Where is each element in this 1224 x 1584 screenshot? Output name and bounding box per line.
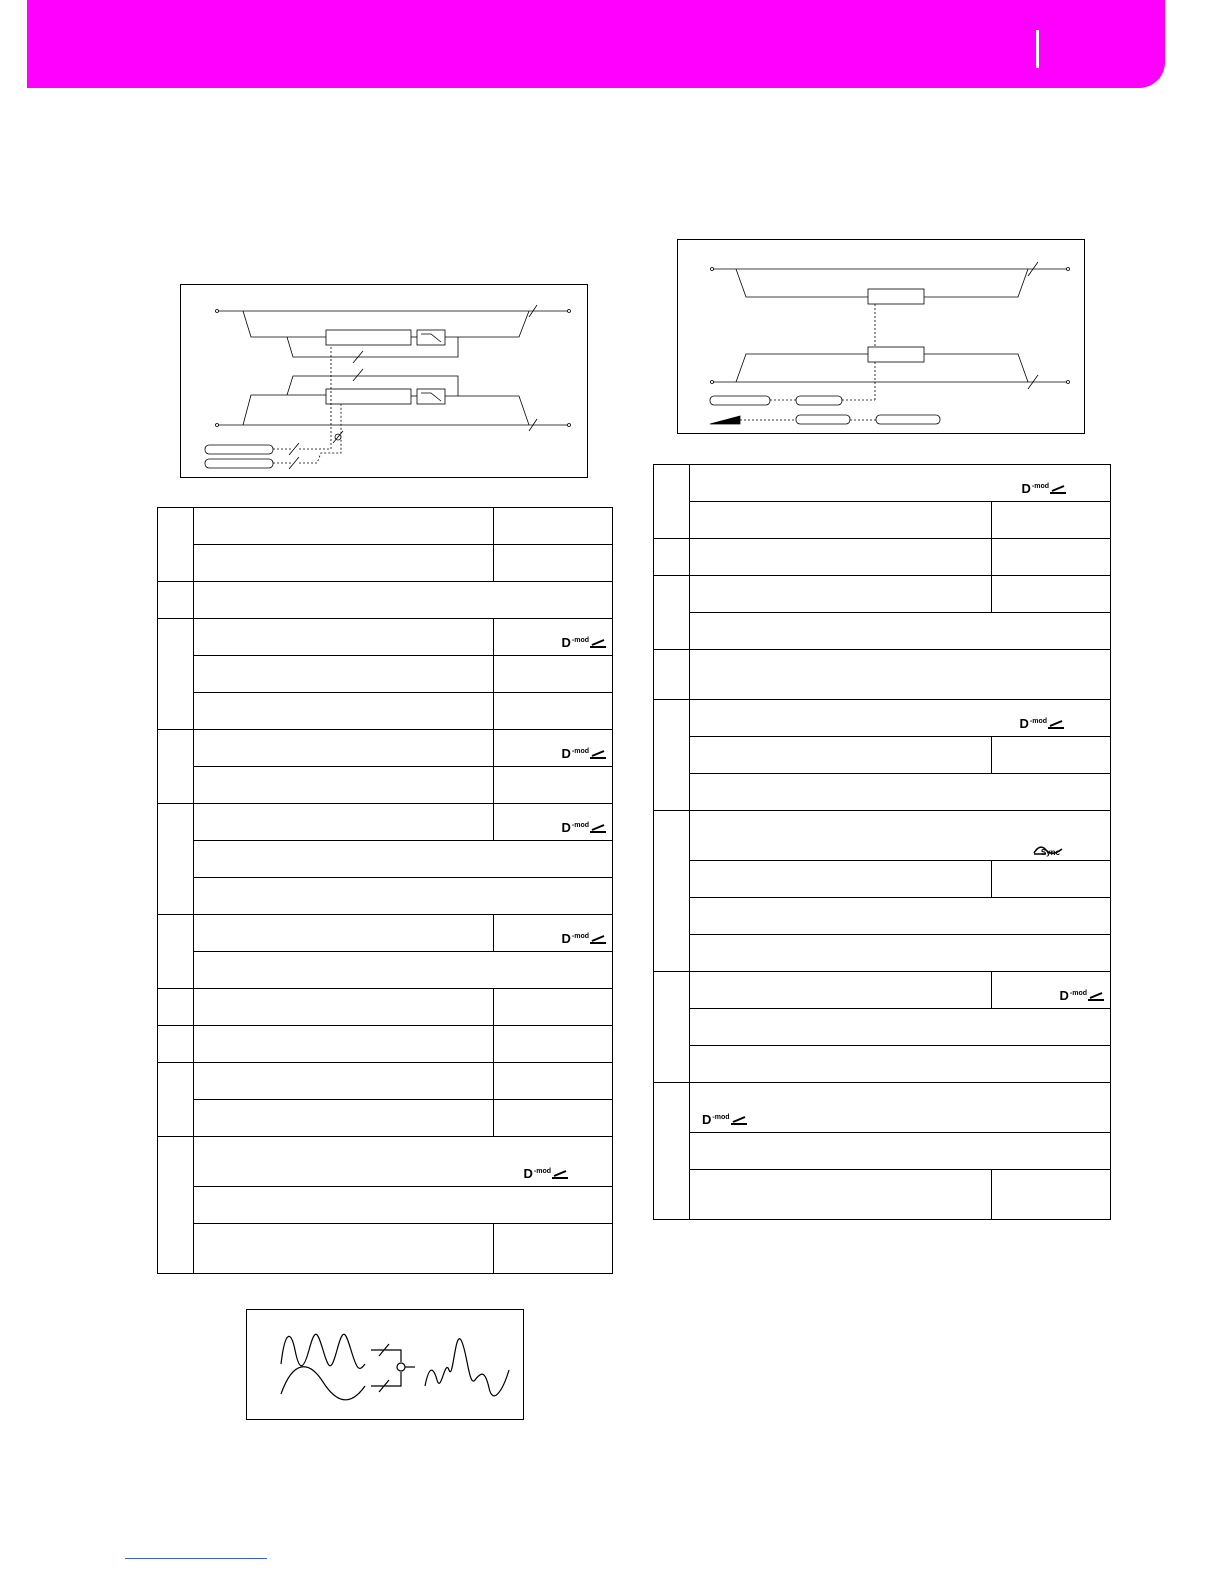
param-value-cell bbox=[494, 989, 613, 1026]
param-value-cell bbox=[494, 656, 613, 693]
dmod-icon: $D^{-mod}$ bbox=[1020, 717, 1065, 733]
param-name-cell bbox=[690, 737, 992, 774]
param-number-cell bbox=[158, 619, 194, 730]
param-value-cell bbox=[992, 539, 1111, 576]
param-desc-cell bbox=[690, 774, 1111, 811]
param-name-cell bbox=[194, 1224, 494, 1274]
param-desc-cell bbox=[194, 1187, 613, 1224]
param-value-cell bbox=[992, 737, 1111, 774]
param-name-cell bbox=[194, 656, 494, 693]
param-number-cell bbox=[158, 1026, 194, 1063]
param-desc-cell bbox=[690, 650, 1111, 700]
param-desc-cell bbox=[690, 465, 1111, 502]
param-number-cell bbox=[654, 576, 690, 650]
param-desc-cell bbox=[194, 1137, 613, 1187]
param-number-cell bbox=[158, 1063, 194, 1137]
param-number-cell bbox=[158, 804, 194, 915]
dmod-icon: $D^{-mod}$ bbox=[562, 747, 607, 763]
param-desc-cell bbox=[194, 952, 613, 989]
param-name-cell bbox=[194, 619, 494, 656]
param-value-cell bbox=[992, 972, 1111, 1009]
param-name-cell bbox=[194, 1100, 494, 1137]
param-name-cell bbox=[690, 539, 992, 576]
tempo-sync-icon: Sync bbox=[1041, 848, 1060, 857]
param-name-cell bbox=[690, 576, 992, 613]
param-number-cell bbox=[654, 650, 690, 700]
param-name-cell bbox=[194, 915, 494, 952]
param-number-cell bbox=[654, 700, 690, 811]
param-number-cell bbox=[158, 1137, 194, 1274]
param-value-cell bbox=[494, 730, 613, 767]
param-value-cell bbox=[494, 915, 613, 952]
dmod-icon: $D^{-mod}$ bbox=[702, 1113, 747, 1129]
param-desc-cell bbox=[194, 878, 613, 915]
param-value-cell bbox=[494, 693, 613, 730]
slow-sine-wave bbox=[281, 1367, 365, 1400]
param-name-cell bbox=[194, 989, 494, 1026]
param-value-cell bbox=[494, 508, 613, 545]
param-number-cell bbox=[654, 539, 690, 576]
param-name-cell bbox=[194, 693, 494, 730]
left-parameter-table bbox=[157, 507, 613, 1274]
dmod-icon: $D^{-mod}$ bbox=[562, 821, 607, 837]
param-desc-cell bbox=[690, 898, 1111, 935]
param-number-cell bbox=[654, 972, 690, 1083]
left-block-diagram bbox=[180, 284, 588, 478]
dmod-icon: $D^{-mod}$ bbox=[1060, 989, 1105, 1005]
param-desc-cell bbox=[690, 1133, 1111, 1170]
param-desc-cell bbox=[690, 1046, 1111, 1083]
mixed-wave bbox=[425, 1339, 509, 1396]
param-number-cell bbox=[158, 508, 194, 582]
header-band bbox=[27, 0, 1165, 88]
param-value-cell bbox=[494, 804, 613, 841]
param-value-cell bbox=[494, 1063, 613, 1100]
param-number-cell bbox=[158, 730, 194, 804]
param-number-cell bbox=[158, 989, 194, 1026]
param-desc-cell bbox=[690, 613, 1111, 650]
param-name-cell bbox=[690, 861, 992, 898]
param-value-cell bbox=[494, 1100, 613, 1137]
param-value-cell bbox=[494, 619, 613, 656]
param-desc-cell bbox=[194, 582, 613, 619]
param-number-cell bbox=[654, 811, 690, 972]
dmod-icon: $D^{-mod}$ bbox=[562, 932, 607, 948]
param-value-cell bbox=[494, 1026, 613, 1063]
param-value-cell bbox=[494, 767, 613, 804]
header-divider bbox=[1036, 30, 1039, 68]
param-value-cell bbox=[494, 545, 613, 582]
right-block-diagram bbox=[677, 239, 1085, 434]
param-desc-cell bbox=[690, 1009, 1111, 1046]
dmod-icon: $D^{-mod}$ bbox=[1022, 482, 1067, 498]
waveform-mix-diagram bbox=[246, 1309, 524, 1420]
param-name-cell bbox=[194, 804, 494, 841]
footer-link-underline[interactable] bbox=[125, 1558, 267, 1559]
param-desc-cell bbox=[690, 811, 1111, 861]
param-name-cell bbox=[690, 972, 992, 1009]
fast-sine-wave bbox=[281, 1334, 365, 1368]
param-name-cell bbox=[194, 1026, 494, 1063]
param-name-cell bbox=[194, 730, 494, 767]
param-desc-cell bbox=[690, 1083, 1111, 1133]
param-value-cell bbox=[992, 576, 1111, 613]
param-value-cell bbox=[992, 502, 1111, 539]
dmod-icon: $D^{-mod}$ bbox=[524, 1167, 569, 1183]
param-desc-cell bbox=[194, 841, 613, 878]
param-name-cell bbox=[194, 767, 494, 804]
param-name-cell bbox=[194, 508, 494, 545]
param-desc-cell bbox=[690, 935, 1111, 972]
param-number-cell bbox=[654, 1083, 690, 1220]
param-name-cell bbox=[690, 502, 992, 539]
param-number-cell bbox=[654, 465, 690, 539]
param-value-cell bbox=[992, 1170, 1111, 1220]
param-name-cell bbox=[690, 1170, 992, 1220]
param-name-cell bbox=[194, 545, 494, 582]
param-desc-cell bbox=[690, 700, 1111, 737]
param-number-cell bbox=[158, 582, 194, 619]
param-value-cell bbox=[992, 861, 1111, 898]
param-number-cell bbox=[158, 915, 194, 989]
param-name-cell bbox=[194, 1063, 494, 1100]
dmod-icon: $D^{-mod}$ bbox=[562, 636, 607, 652]
right-parameter-table bbox=[653, 464, 1111, 1220]
param-value-cell bbox=[494, 1224, 613, 1274]
